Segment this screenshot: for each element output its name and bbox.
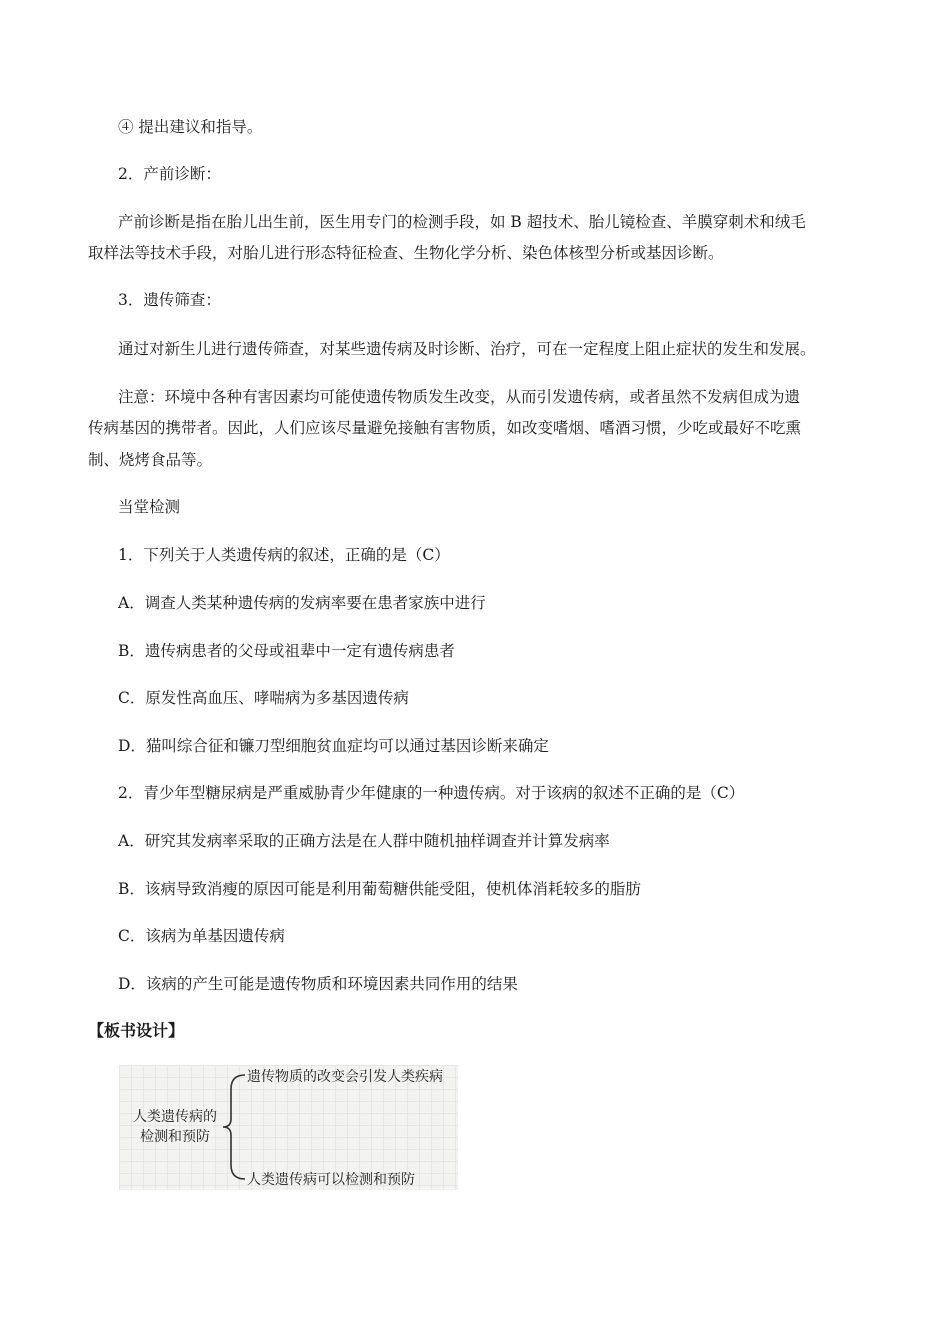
paragraph-screening: 通过对新生儿进行遗传筛查，对某些遗传病及时诊断、治疗，可在一定程度上阻止症状的发生和发展。 [118,340,816,358]
question-1-option-c: C．原发性高血压、哮喘病为多基因遗传病 [118,689,409,707]
section-title-prenatal: 2．产前诊断： [118,165,221,183]
quiz-title: 当堂检测 [118,498,181,516]
diagram-root-line1: 人类遗传病的 [133,1109,217,1125]
paragraph-step4: ④ 提出建议和指导。 [118,118,263,136]
question-2-option-c: C．该病为单基因遗传病 [118,927,285,945]
question-1-option-a: A．调查人类某种遗传病的发病率要在患者家族中进行 [118,594,486,612]
diagram-root-node [119,1107,231,1147]
question-1-option-b: B．遗传病患者的父母或祖辈中一定有遗传病患者 [118,642,455,660]
paragraph-note-line2: 传病基因的携带者。因此，人们应该尽量避免接触有害物质，如改变嗜烟、嗜酒习惯，少吃或最好不吃熏 [88,419,802,437]
board-design-heading: 【板书设计】 [88,1021,185,1040]
question-2-stem: 2．青少年型糖尿病是严重威胁青少年健康的一种遗传病。对于该病的叙述不正确的是（C） [118,784,745,802]
paragraph-prenatal-line1: 产前诊断是指在胎儿出生前，医生用专门的检测手段，如 B 超技术、胎儿镜检查、羊膜穿刺术和绒毛 [118,213,806,231]
board-diagram [119,1065,458,1190]
question-2-option-a: A．研究其发病率采取的正确方法是在人群中随机抽样调查并计算发病率 [118,832,610,850]
paragraph-prenatal-line2: 取样法等技术手段，对胎儿进行形态特征检查、生物化学分析、染色体核型分析或基因诊断。 [88,244,724,262]
question-1-option-d: D．猫叫综合征和镰刀型细胞贫血症均可以通过基因诊断来确定 [118,737,549,755]
question-1-stem: 1．下列关于人类遗传病的叙述，正确的是（C） [118,546,450,564]
diagram-branch-top: 遗传物质的改变会引发人类疾病 [247,1069,443,1085]
question-2-option-b: B．该病导致消瘦的原因可能是利用葡萄糖供能受阻，使机体消耗较多的脂肪 [118,880,641,898]
diagram-branch-bottom: 人类遗传病可以检测和预防 [247,1172,415,1188]
section-title-screening: 3．遗传筛查： [118,291,221,309]
paragraph-note-line1: 注意：环境中各种有害因素均可能使遗传物质发生改变，从而引发遗传病，或者虽然不发病但成为遗 [118,388,801,406]
paragraph-note-line3: 制、烧烤食品等。 [88,451,213,469]
diagram-root-line2: 检测和预防 [140,1129,210,1145]
question-2-option-d: D．该病的产生可能是遗传物质和环境因素共同作用的结果 [118,975,518,993]
